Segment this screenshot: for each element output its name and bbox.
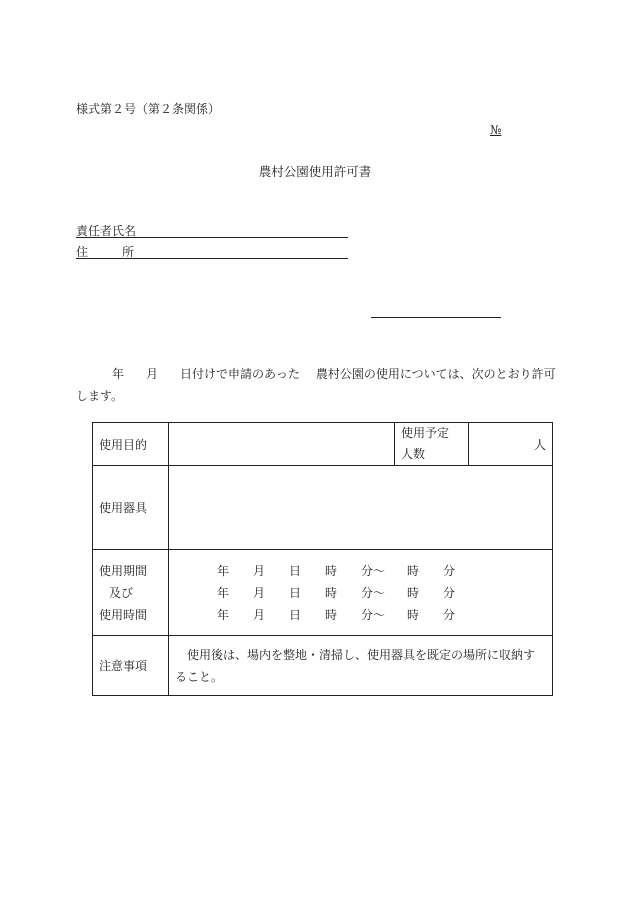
people-label-line2: 人数 — [401, 447, 426, 461]
intro-month: 月 — [146, 367, 159, 381]
intro-paragraph — [76, 363, 556, 407]
document-title: 農村公園使用許可書 — [258, 164, 372, 179]
form-number: 様式第２号（第２条関係） — [76, 102, 221, 116]
address-field[interactable] — [76, 243, 348, 259]
period-value[interactable] — [169, 550, 553, 636]
signature-line — [371, 317, 501, 318]
equipment-value[interactable] — [169, 466, 553, 550]
notes-label: 注意事項 — [93, 636, 169, 696]
purpose-value[interactable] — [169, 423, 395, 466]
responsible-person-field[interactable] — [76, 222, 348, 238]
intro-year: 年 — [112, 367, 125, 381]
intro-body: 農村公園の使用については、次のとおり許可します。 — [76, 367, 556, 403]
people-count[interactable] — [469, 423, 553, 466]
permit-table — [92, 422, 553, 696]
time-row: 年 月 日 時 分～ 時 分 — [217, 607, 456, 622]
responsible-person-label: 責任者氏名 — [76, 224, 137, 238]
document-number-label: № — [490, 123, 502, 137]
people-unit: 人 — [533, 437, 546, 452]
notes-text — [169, 636, 553, 696]
intro-date-text: 日付けで申請のあった — [180, 367, 300, 381]
equipment-label: 使用器具 — [93, 466, 169, 550]
time-row: 年 月 日 時 分～ 時 分 — [217, 563, 456, 578]
time-row: 年 月 日 時 分～ 時 分 — [217, 585, 456, 600]
purpose-label: 使用目的 — [93, 423, 169, 466]
people-label — [395, 423, 469, 466]
people-label-line1: 使用予定 — [401, 426, 450, 440]
period-label-line2: 及び — [109, 585, 134, 600]
period-label — [93, 550, 169, 636]
address-label: 住所 — [76, 245, 169, 259]
notes-body: 使用後は、場内を整地・清掃し、使用器具を既定の場所に収納すること。 — [175, 647, 536, 684]
period-label-line3: 使用時間 — [99, 607, 148, 622]
period-label-line1: 使用期間 — [99, 563, 148, 578]
